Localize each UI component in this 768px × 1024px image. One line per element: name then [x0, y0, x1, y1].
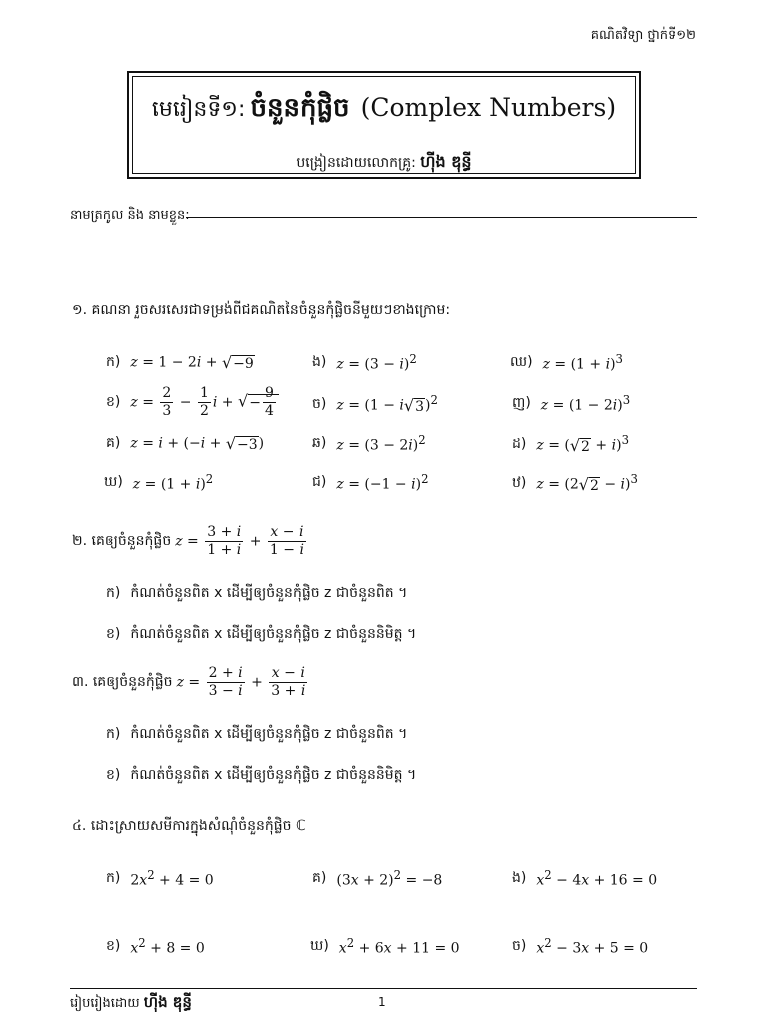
- item-label: គ): [106, 435, 121, 451]
- q1-item-g: [312, 433, 426, 454]
- teacher-line: [133, 151, 635, 175]
- item-label: ក): [106, 585, 121, 601]
- expression: $x^2 - 4x + 16 = 0$: [536, 868, 658, 889]
- lesson-title-khmer: ចំនួនកុំផ្លិច: [250, 93, 350, 123]
- expression: $(3x + 2)^2 = -8$: [336, 868, 443, 889]
- title-box: [127, 71, 641, 179]
- expression: $z = (3 - i)^2$: [336, 352, 417, 373]
- lesson-title: [133, 91, 635, 129]
- item-label: ឃ): [310, 938, 329, 954]
- expression: $z = (√2 + i)^3$: [536, 433, 629, 456]
- question-2-label: ២. គេឲ្យចំនួនកុំផ្លិច: [72, 533, 172, 549]
- q4-item-e: [512, 868, 657, 889]
- expression: z = $\frac{2}{3}$ − $\frac{1}{2}$ i + √− $\frac{9}{4}$: [130, 385, 279, 420]
- item-label: ក): [106, 870, 121, 886]
- expression: $z = (2√2 - i)^3$: [536, 472, 638, 495]
- expression: $x^2 - 3x + 5 = 0$: [536, 936, 649, 957]
- teacher-label: បង្រៀនដោយលោកគ្រូ:: [296, 155, 416, 171]
- expression: $z = (1 + i)^2$: [132, 472, 214, 493]
- q1-item-d: [104, 472, 213, 493]
- expression: $x^2 + 6x + 11 = 0$: [338, 936, 460, 957]
- q1-item-l: [512, 472, 638, 494]
- name-field-line[interactable]: [186, 216, 697, 218]
- expression: $2x^2 + 4 = 0$: [130, 868, 214, 889]
- question-2a-text: កំណត់ចំនួនពិត x ដើម្បីឲ្យចំនួនកុំផ្លិច z ជាចំនួនពិត ។: [130, 585, 408, 601]
- q4-item-b: [106, 936, 205, 957]
- q1-item-a: [106, 352, 255, 373]
- item-label: ខ): [106, 394, 121, 410]
- q1-item-f: [312, 393, 438, 415]
- footer-author: [70, 993, 192, 1015]
- expression: z = i + (−i + √−3): [130, 434, 265, 453]
- q1-item-i: [510, 352, 623, 373]
- author-name: ហ៊ីង ឌុន្ធី: [143, 993, 192, 1011]
- item-label: ឃ): [104, 474, 123, 490]
- item-label: គ): [312, 870, 327, 886]
- item-label: ញ): [512, 395, 531, 411]
- prepared-by-label: រៀបរៀងដោយ: [70, 996, 140, 1011]
- item-label: ខ): [106, 767, 121, 783]
- q1-item-h: [312, 472, 429, 493]
- item-label: ឋ): [512, 474, 527, 491]
- item-label: ឆ): [312, 435, 327, 451]
- expression: $z = (1 - i√3)^2$: [336, 393, 438, 416]
- expression: $z = (3 - 2i)^2$: [336, 433, 426, 454]
- question-3-label: ៣. គេឲ្យចំនួនកុំផ្លិច: [72, 674, 173, 690]
- q4-item-f: [512, 936, 648, 957]
- question-1-prompt: ១. គណនា រួចសរសេរជាទម្រង់ពីជគណិតនៃចំនួនកុំផ្លិចនីមួយៗខាងក្រោម:: [72, 302, 451, 318]
- question-3b-text: កំណត់ចំនួនពិត x ដើម្បីឲ្យចំនួនកុំផ្លិច z ជាចំនួននិមិត្ត ។: [130, 767, 417, 783]
- q1-item-c: [106, 433, 264, 454]
- expression: $z = (1 - 2i)^3$: [540, 393, 631, 414]
- course-header: គណិតវិទ្យា ថ្នាក់ទី១២: [590, 28, 696, 43]
- item-label: ខ): [106, 938, 121, 954]
- question-4-prompt: ៤. ដោះស្រាយសមីការក្នុងសំណុំចំនួនកុំផ្លិច ℂ: [72, 818, 306, 834]
- item-label: ក): [106, 354, 121, 370]
- name-field-label: នាមត្រកូល និង នាមខ្លួន:: [70, 208, 190, 223]
- question-3a: [106, 724, 407, 745]
- item-label: ក): [106, 726, 121, 742]
- item-label: ង): [312, 354, 327, 370]
- item-label: ឈ): [510, 354, 533, 370]
- item-label: ច): [312, 395, 327, 412]
- expression: $z = (1 + i)^3$: [542, 352, 623, 373]
- question-2a: [106, 583, 407, 604]
- footer-divider: [70, 988, 697, 989]
- question-3b: [106, 765, 416, 786]
- q1-item-b: [106, 385, 279, 420]
- item-label: ជ): [312, 474, 327, 490]
- lesson-number: មេរៀនទី១:: [151, 97, 246, 122]
- expression: z = 1 − 2i + √−9: [130, 353, 254, 372]
- q4-item-d: [310, 936, 460, 957]
- question-3-expression: z = $\frac{2 + i}{3 - i}$ + $\frac{x - i}{3 + i}$: [176, 665, 306, 699]
- question-2b: [106, 624, 416, 645]
- expression: $x^2 + 8 = 0$: [130, 936, 205, 957]
- expression: $z = (-1 - i)^2$: [336, 472, 429, 493]
- q1-item-k: [512, 433, 629, 455]
- item-label: ច): [512, 938, 527, 954]
- item-label: ង): [512, 870, 527, 886]
- question-2b-text: កំណត់ចំនួនពិត x ដើម្បីឲ្យចំនួនកុំផ្លិច z ជាចំនួននិមិត្ត ។: [130, 626, 417, 642]
- q1-item-e: [312, 352, 417, 373]
- q1-item-j: [512, 393, 630, 414]
- question-2-expression: z = $\frac{3 + i}{1 + i}$ + $\frac{x - i}{1 - i}$: [175, 524, 304, 558]
- question-2-prompt: [72, 524, 308, 559]
- page-number: 1: [378, 995, 386, 1009]
- q4-item-a: [106, 868, 214, 889]
- item-label: ខ): [106, 626, 121, 642]
- item-label: ដ): [512, 435, 527, 452]
- question-3a-text: កំណត់ចំនួនពិត x ដើម្បីឲ្យចំនួនកុំផ្លិច z ជាចំនួនពិត ។: [130, 726, 408, 742]
- lesson-title-english: (Complex Numbers): [360, 93, 617, 122]
- q4-item-c: [312, 868, 442, 889]
- teacher-name: ហ៊ីង ឌុន្ធី: [420, 152, 472, 171]
- question-3-prompt: [72, 665, 309, 700]
